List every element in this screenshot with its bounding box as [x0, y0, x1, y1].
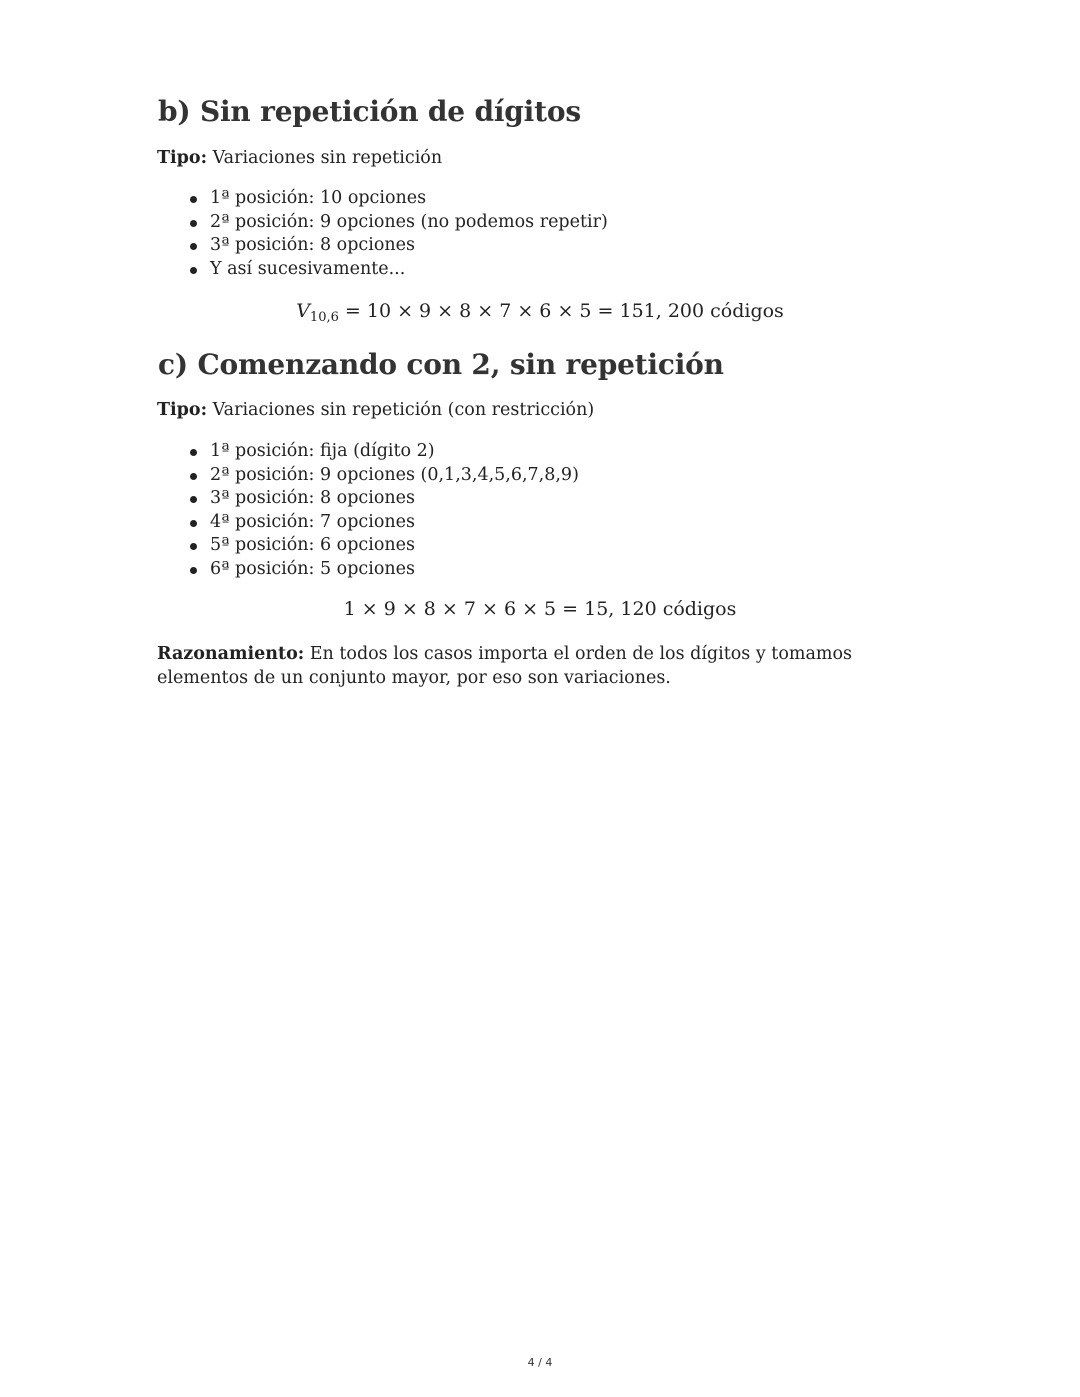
list-item: 2ª posición: 9 opciones (no podemos repetir)	[190, 211, 608, 235]
section-b-list	[190, 187, 608, 281]
section-b-type	[157, 146, 442, 170]
section-c-type-label: Tipo:	[157, 400, 208, 420]
section-c-formula: 1 × 9 × 8 × 7 × 6 × 5 = 15, 120 códigos	[343, 598, 737, 620]
list-item: 1ª posición: 10 opciones	[190, 187, 608, 211]
formula-expression: = 10 × 9 × 8 × 7 × 6 × 5 = 151, 200 códigos	[338, 300, 784, 322]
section-c-type	[157, 398, 594, 422]
section-c-list	[190, 440, 579, 582]
formula-symbol: V	[296, 300, 310, 322]
section-b-type-label: Tipo:	[157, 148, 208, 168]
list-item: 2ª posición: 9 opciones (0,1,3,4,5,6,7,8,9)	[190, 464, 579, 488]
section-c-heading: c) Comenzando con 2, sin repetición	[158, 348, 724, 381]
list-item: 3ª posición: 8 opciones	[190, 234, 608, 258]
reasoning-paragraph	[157, 642, 927, 690]
list-item: 1ª posición: fija (dígito 2)	[190, 440, 579, 464]
reasoning-text: En todos los casos importa el orden de los dígitos y tomamos elementos de un conjunto mayor, por eso son variaciones.	[157, 644, 852, 688]
list-item: 6ª posición: 5 opciones	[190, 558, 579, 582]
section-b-type-value: Variaciones sin repetición	[207, 148, 443, 168]
list-item: 5ª posición: 6 opciones	[190, 534, 579, 558]
section-c-type-value: Variaciones sin repetición (con restricción)	[207, 400, 595, 420]
reasoning-label: Razonamiento:	[157, 644, 305, 664]
section-b-formula	[0, 300, 1080, 325]
section-b-heading: b) Sin repetición de dígitos	[158, 95, 581, 128]
page-number: 4 / 4	[527, 1356, 553, 1369]
list-item: 4ª posición: 7 opciones	[190, 511, 579, 535]
formula-subscript: 10,6	[309, 310, 339, 325]
list-item: Y así sucesivamente...	[190, 258, 608, 282]
list-item: 3ª posición: 8 opciones	[190, 487, 579, 511]
